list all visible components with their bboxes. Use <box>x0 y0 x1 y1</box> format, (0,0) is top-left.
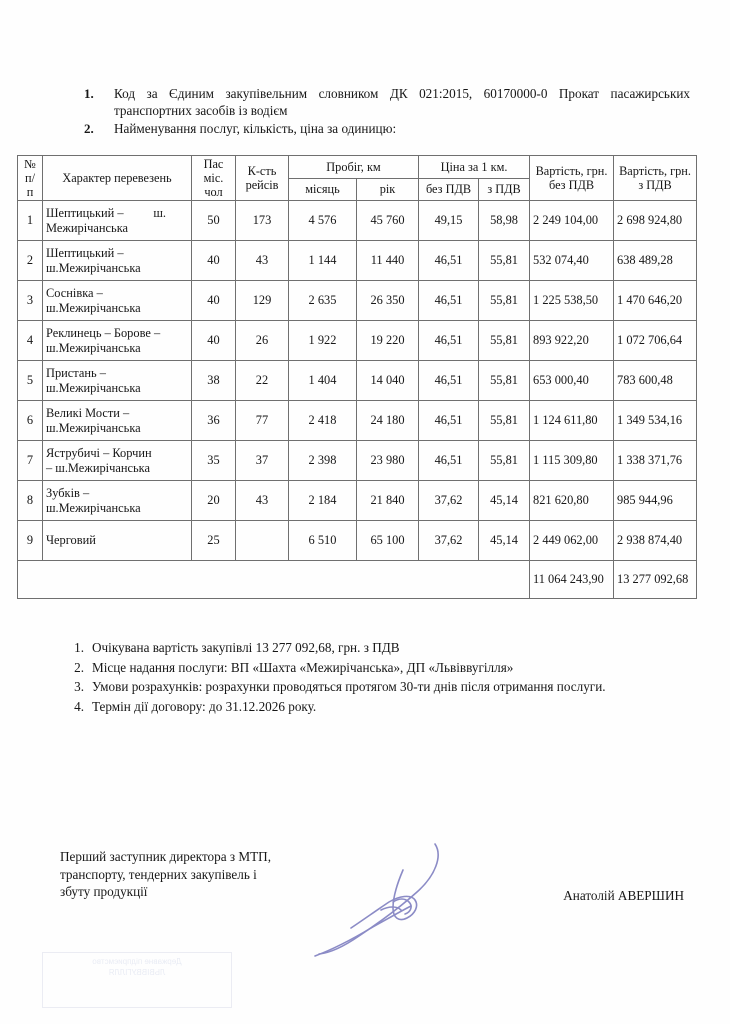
cell-price-vat: 45,14 <box>479 521 530 561</box>
route-name-line-2: Межирічанська <box>46 220 129 235</box>
cell-mileage-year: 19 220 <box>357 321 419 361</box>
cell-route-name <box>43 281 192 321</box>
th-price-vat: з ПДВ <box>479 178 530 201</box>
cell-trips: 43 <box>236 241 289 281</box>
intro-item-number: 1. <box>84 86 94 101</box>
cell-row-number: 7 <box>18 441 43 481</box>
cell-trips: 22 <box>236 361 289 401</box>
route-name-line-1: Яструбичі – Корчин <box>46 446 152 460</box>
route-name-line-1: Шептицький – <box>46 246 124 260</box>
signature-block <box>60 848 694 904</box>
route-name-line-1: Черговий <box>46 533 96 548</box>
cell-price-vat: 45,14 <box>479 481 530 521</box>
cell-price-novat: 46,51 <box>419 321 479 361</box>
intro-item-text: Найменування послуг, кількість, ціна за одиницю: <box>114 121 397 136</box>
intro-list <box>84 86 690 140</box>
cell-passengers: 25 <box>192 521 236 561</box>
cell-cost-vat: 783 600,48 <box>614 361 697 401</box>
route-name-line-1: Соснівка – <box>46 286 103 300</box>
cell-price-vat: 55,81 <box>479 281 530 321</box>
cell-row-number: 4 <box>18 321 43 361</box>
cell-price-vat: 55,81 <box>479 441 530 481</box>
cell-cost-novat: 1 115 309,80 <box>530 441 614 481</box>
th-character: Характер перевезень <box>43 156 192 201</box>
cell-route-name <box>43 401 192 441</box>
th-mileage-year: рік <box>357 178 419 201</box>
table-row <box>18 401 697 441</box>
cell-cost-vat: 1 072 706,64 <box>614 321 697 361</box>
cell-trips: 37 <box>236 441 289 481</box>
cell-mileage-month: 2 184 <box>289 481 357 521</box>
cell-mileage-month: 2 635 <box>289 281 357 321</box>
cell-cost-novat: 821 620,80 <box>530 481 614 521</box>
table-row <box>18 361 697 401</box>
route-name-part-a: Шептицький – <box>46 206 124 220</box>
cell-mileage-month: 6 510 <box>289 521 357 561</box>
cell-price-novat: 46,51 <box>419 241 479 281</box>
cell-price-novat: 46,51 <box>419 281 479 321</box>
th-number <box>18 156 43 201</box>
cell-mileage-month: 1 922 <box>289 321 357 361</box>
route-name-line-1: Пристань – <box>46 366 106 380</box>
cell-price-vat: 58,98 <box>479 201 530 241</box>
th-passengers-l3: чол <box>204 185 223 199</box>
cell-price-vat: 55,81 <box>479 361 530 401</box>
cell-passengers: 38 <box>192 361 236 401</box>
stamp-line-1: Державне підприємство <box>92 957 182 966</box>
cell-trips: 26 <box>236 321 289 361</box>
note-number: 2. <box>74 659 84 675</box>
route-name-line-2: ш.Межирічанська <box>46 500 141 515</box>
th-cost-novat-l1: Вартість, грн. <box>535 164 608 178</box>
cell-route-name <box>43 201 192 241</box>
cell-trips: 129 <box>236 281 289 321</box>
cell-price-vat: 55,81 <box>479 241 530 281</box>
table-row <box>18 201 697 241</box>
th-price-novat: без ПДВ <box>419 178 479 201</box>
table-row <box>18 321 697 361</box>
intro-item <box>84 121 690 138</box>
route-name-part-b: ш. <box>153 206 166 220</box>
cell-trips: 173 <box>236 201 289 241</box>
notes-list <box>60 638 694 716</box>
th-number-l3: п <box>26 185 34 199</box>
th-passengers-l2: міс. <box>203 171 224 185</box>
cell-mileage-month: 4 576 <box>289 201 357 241</box>
cell-route-name <box>43 361 192 401</box>
th-trips-l2: рейсів <box>245 178 279 192</box>
cell-trips <box>236 521 289 561</box>
cell-mileage-year: 11 440 <box>357 241 419 281</box>
table-row <box>18 241 697 281</box>
cell-price-vat: 55,81 <box>479 401 530 441</box>
note-item <box>60 677 694 697</box>
services-table <box>17 155 697 599</box>
intro-item-text: Код за Єдиним закупівельним словником ДК 021:2015, 60170000-0 Прокат пасажирських транспортних засобів із водієм <box>114 86 690 118</box>
total-cost-novat: 11 064 243,90 <box>530 561 614 599</box>
cell-cost-novat: 2 249 104,00 <box>530 201 614 241</box>
table-totals-row <box>18 561 697 599</box>
signatory-title-l3: збуту продукції <box>60 884 148 899</box>
note-number: 4. <box>74 698 84 714</box>
th-number-l2: п/ <box>25 171 35 185</box>
intro-item <box>84 86 690 119</box>
cell-price-novat: 37,62 <box>419 481 479 521</box>
th-cost-vat-l2: з ПДВ <box>638 178 672 192</box>
cell-passengers: 20 <box>192 481 236 521</box>
route-name-line-2: – ш.Межирічанська <box>46 460 150 475</box>
signatory-title-l2: транспорту, тендерних закупівель і <box>60 866 257 882</box>
cell-mileage-month: 1 144 <box>289 241 357 281</box>
cell-price-vat: 55,81 <box>479 321 530 361</box>
table-row <box>18 521 697 561</box>
cell-row-number: 5 <box>18 361 43 401</box>
cell-mileage-month: 2 398 <box>289 441 357 481</box>
note-item <box>60 697 694 717</box>
cell-trips: 77 <box>236 401 289 441</box>
cell-mileage-year: 21 840 <box>357 481 419 521</box>
cell-passengers: 36 <box>192 401 236 441</box>
cell-cost-novat: 2 449 062,00 <box>530 521 614 561</box>
cell-route-name <box>43 321 192 361</box>
cell-passengers: 35 <box>192 441 236 481</box>
cell-row-number: 8 <box>18 481 43 521</box>
route-name-line-1: Великі Мости – <box>46 406 130 420</box>
cell-trips: 43 <box>236 481 289 521</box>
cell-mileage-year: 26 350 <box>357 281 419 321</box>
cell-route-name <box>43 521 192 561</box>
cell-cost-vat: 1 470 646,20 <box>614 281 697 321</box>
table-body <box>18 201 697 599</box>
cell-cost-novat: 653 000,40 <box>530 361 614 401</box>
cell-cost-vat: 2 698 924,80 <box>614 201 697 241</box>
cell-cost-novat: 893 922,20 <box>530 321 614 361</box>
cell-row-number: 2 <box>18 241 43 281</box>
cell-mileage-month: 1 404 <box>289 361 357 401</box>
cell-passengers: 40 <box>192 321 236 361</box>
cell-price-novat: 46,51 <box>419 441 479 481</box>
note-text: Місце надання послуги: ВП «Шахта «Межирічанська», ДП «Львіввугілля» <box>92 659 514 675</box>
cell-mileage-month: 2 418 <box>289 401 357 441</box>
note-text: Умови розрахунків: розрахунки проводяться протягом 30-ти днів після отримання послуги. <box>92 679 606 694</box>
cell-passengers: 40 <box>192 281 236 321</box>
cell-route-name <box>43 441 192 481</box>
cell-cost-vat: 638 489,28 <box>614 241 697 281</box>
cell-cost-novat: 1 225 538,50 <box>530 281 614 321</box>
note-number: 3. <box>74 679 84 694</box>
route-name-line-2: ш.Межирічанська <box>46 260 141 275</box>
cell-price-novat: 37,62 <box>419 521 479 561</box>
note-number: 1. <box>74 640 84 655</box>
cell-price-novat: 46,51 <box>419 361 479 401</box>
cell-row-number: 9 <box>18 521 43 561</box>
cell-price-novat: 46,51 <box>419 401 479 441</box>
cell-row-number: 1 <box>18 201 43 241</box>
cell-mileage-year: 14 040 <box>357 361 419 401</box>
note-item <box>60 658 694 678</box>
cell-mileage-year: 24 180 <box>357 401 419 441</box>
note-item <box>60 638 694 658</box>
th-number-l1: № <box>24 157 36 171</box>
th-cost-novat <box>530 156 614 201</box>
cell-mileage-year: 45 760 <box>357 201 419 241</box>
th-mileage-group: Пробіг, км <box>289 156 419 179</box>
th-trips <box>236 156 289 201</box>
th-cost-vat <box>614 156 697 201</box>
cell-route-name <box>43 481 192 521</box>
signatory-title <box>60 848 360 901</box>
stamp-imprint <box>42 952 232 1008</box>
stamp-line-2: ЛЬВІВВУГІЛЛЯ <box>108 968 166 977</box>
table-row <box>18 441 697 481</box>
cell-row-number: 3 <box>18 281 43 321</box>
totals-spacer <box>18 561 530 599</box>
route-name-line-2: ш.Межирічанська <box>46 420 141 435</box>
th-trips-l1: К-сть <box>247 164 277 178</box>
note-text: Термін дії договору: до 31.12.2026 року. <box>92 698 317 714</box>
cell-cost-vat: 2 938 874,40 <box>614 521 697 561</box>
table-header-row-1 <box>18 156 697 179</box>
route-name-line-1 <box>46 206 188 221</box>
cell-route-name <box>43 241 192 281</box>
route-name-line-2: ш.Межирічанська <box>46 300 141 315</box>
services-table-wrapper <box>17 155 696 599</box>
table-row <box>18 281 697 321</box>
cell-cost-novat: 1 124 611,80 <box>530 401 614 441</box>
cell-cost-vat: 985 944,96 <box>614 481 697 521</box>
signatory-name: Анатолій АВЕРШИН <box>563 888 684 903</box>
route-name-line-2: ш.Межирічанська <box>46 340 141 355</box>
intro-item-number: 2. <box>84 121 94 136</box>
route-name-line-2: ш.Межирічанська <box>46 380 141 395</box>
route-name-line-1: Реклинець – Борове – <box>46 326 161 340</box>
cell-cost-vat: 1 338 371,76 <box>614 441 697 481</box>
th-price-group: Ціна за 1 км. <box>419 156 530 179</box>
route-name-line-1: Зубків – <box>46 486 90 500</box>
th-passengers-l1: Пас <box>203 157 224 171</box>
cell-passengers: 40 <box>192 241 236 281</box>
table-row <box>18 481 697 521</box>
table-head <box>18 156 697 201</box>
total-cost-vat: 13 277 092,68 <box>614 561 697 599</box>
cell-mileage-year: 65 100 <box>357 521 419 561</box>
cell-mileage-year: 23 980 <box>357 441 419 481</box>
cell-cost-novat: 532 074,40 <box>530 241 614 281</box>
cell-passengers: 50 <box>192 201 236 241</box>
th-mileage-month: місяць <box>289 178 357 201</box>
cell-row-number: 6 <box>18 401 43 441</box>
th-cost-vat-l1: Вартість, грн. <box>619 164 691 178</box>
cell-cost-vat: 1 349 534,16 <box>614 401 697 441</box>
signatory-title-l1: Перший заступник директора з МТП, <box>60 849 271 864</box>
th-passengers <box>192 156 236 201</box>
th-cost-novat-l2: без ПДВ <box>548 178 595 192</box>
note-text: Очікувана вартість закупівлі 13 277 092,68, грн. з ПДВ <box>92 640 400 655</box>
cell-price-novat: 49,15 <box>419 201 479 241</box>
